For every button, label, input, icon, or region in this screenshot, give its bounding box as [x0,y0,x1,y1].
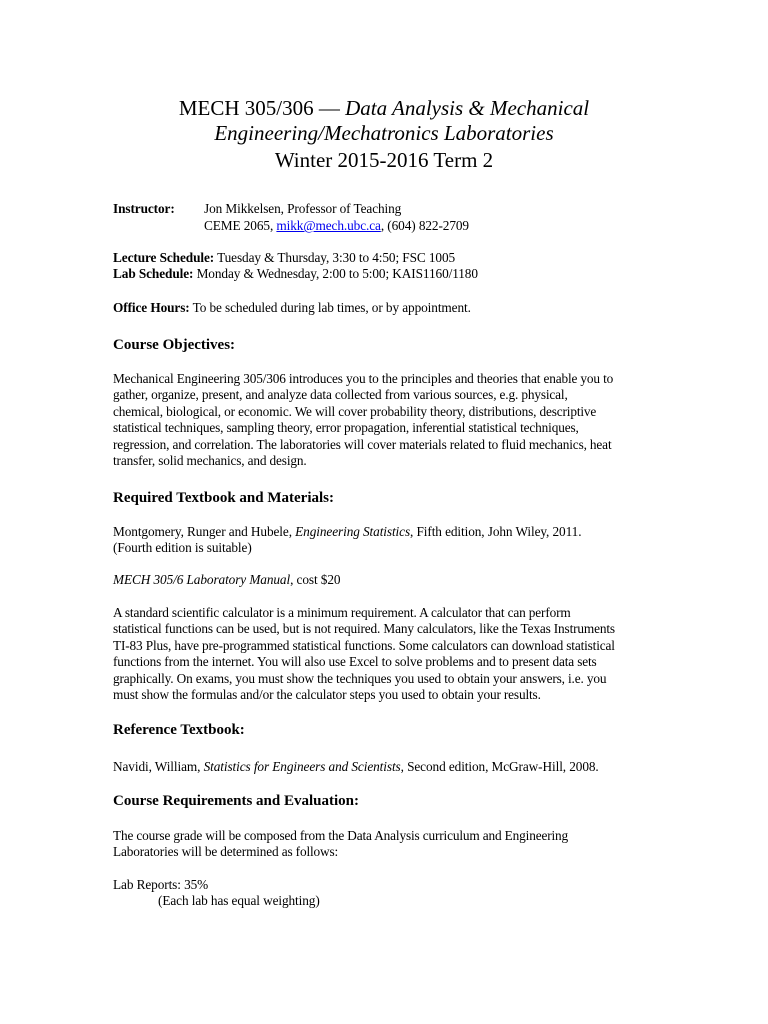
term-title: Winter 2015-2016 Term 2 [274,148,494,172]
course-code: MECH 305/306 — [178,96,346,120]
lab-reports-weight: Lab Reports: 35% [113,877,209,892]
course-title-line2: Engineering/Mechatronics Laboratories [214,121,554,145]
heading-course-requirements: Course Requirements and Evaluation: [113,793,359,809]
heading-reference-textbook: Reference Textbook: [113,722,245,738]
course-name-italic: Data Analysis & Mechanical [345,96,590,120]
office-hours: Office Hours: To be scheduled during lab times, or by appointment. [113,300,471,315]
instructor-name: Jon Mikkelsen, Professor of Teaching [204,201,402,216]
lab-reports-note: (Each lab has equal weighting) [158,893,320,908]
heading-required-textbook: Required Textbook and Materials: [113,490,334,506]
lab-schedule: Lab Schedule: Monday & Wednesday, 2:00 to 5:00; KAIS1160/1180 [113,266,478,281]
reference-textbook: Navidi, William, Statistics for Engineers and Scientists, Second edition, McGraw-Hill, 2008. [113,759,599,774]
lecture-schedule: Lecture Schedule: Tuesday & Thursday, 3:30 to 4:50; FSC 1005 [113,250,456,265]
course-title-line1 [0,95,768,121]
textbook-edition-note: (Fourth edition is suitable) [113,540,252,555]
calculator-paragraph: A standard scientific calculator is a minimum requirement. A calculator that can perform statistical functions can be used, but is not required. Many calculators, like the Texas Instruments TI-83 Plus, have pre-programmed statistical functions. Some calculators can download statistical functions from the internet. You will also use Excel to solve problems and to present data sets graphically. On exams, you must show the techniques you used to obtain your answers, i.e. you must show the formulas and/or the calculator steps you used to obtain your results. [113,605,615,703]
evaluation-paragraph: The course grade will be composed from the Data Analysis curriculum and Engineering Laboratories will be determined as follows: [113,828,569,860]
heading-course-objectives: Course Objectives: [113,337,236,353]
instructor-email-link[interactable]: mikk@mech.ubc.ca [276,218,381,233]
instructor-label: Instructor: [113,201,175,216]
objectives-paragraph: Mechanical Engineering 305/306 introduces you to the principles and theories that enable you to gather, organize, present, and analyze data collected from various sources, e.g. physical, chemical, biological, or economic. We will cover probability theory, distributions, descriptive statistical techniques, sampling theory, error propagation, inferential statistical techniques, regression, and correlation. The laboratories will cover materials related to fluid mechanics, heat transfer, solid mechanics, and design. [113,371,614,469]
lab-manual: MECH 305/6 Laboratory Manual, cost $20 [113,572,341,587]
textbook-reference: Montgomery, Runger and Hubele, Engineering Statistics, Fifth edition, John Wiley, 2011. [113,524,582,539]
instructor-contact: CEME 2065, mikk@mech.ubc.ca, (604) 822-2709 [204,218,469,233]
